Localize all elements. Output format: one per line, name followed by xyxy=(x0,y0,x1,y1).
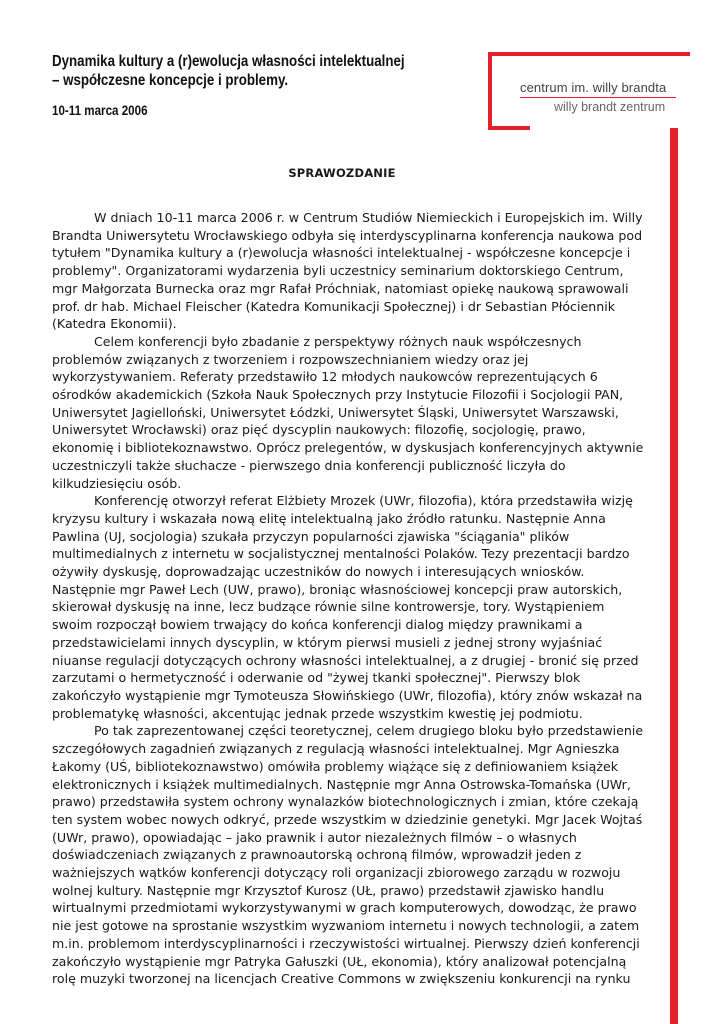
text-line: nie jest gotowe na sprostanie wszystkim wyzwaniom internetu i nowych technologii, a zatem xyxy=(52,918,640,934)
text-line: problematykę własności, akcentując jednak przede wszystkim kwestię jej podmiotu. xyxy=(52,705,583,721)
text-line: przedstawicielami innych dyscyplin, w którym pierwsi musieli z jednej strony wyjaśniać xyxy=(52,634,603,650)
text-line: problemów związanych z tworzeniem i rozpowszechnianiem wiedzy oraz jej xyxy=(52,351,529,367)
text-line: kryzysu kultury i wskazała nową elitę intelektualną jako źródło ratunku. Następnie Anna xyxy=(52,510,606,526)
text-line: rolę muzyki tworzonej na licencjach Creative Commons w zwiększeniu konkurencji na rynku xyxy=(52,971,631,987)
centrum-logo xyxy=(488,52,688,142)
text-line: zarzutami o hermetyczność i oderwanie od "żywej tkanki społecznej". Pierwszy blok xyxy=(52,670,581,686)
conference-title-line-2: – współczesne koncepcje i problemy. xyxy=(52,72,289,89)
text-line: ośrodków akademickich (Szkoła Nauk Społecznych przy Instytucie Filozofii i Socjologii PAN, xyxy=(52,387,624,403)
text-line: Pawlina (UJ, socjologia) szukała przyczyn popularności zjawiska "ściągania" plików xyxy=(52,528,570,544)
logo-frame-bottom xyxy=(488,126,530,130)
text-line: zakończyło wystąpienie mgr Tymoteusza Słowińskiego (UWr, filozofia), który znów wskazał na xyxy=(52,687,643,703)
text-line: wolnej kultury. Następnie mgr Krzysztof Kurosz (UŁ, prawo) przedstawił zjawisko handlu xyxy=(52,882,605,898)
conference-date: 10-11 marca 2006 xyxy=(52,103,148,118)
text-line: Konferencję otworzył referat Elżbiety Mrozek (UWr, filozofia), która przedstawiła wizję xyxy=(94,493,633,509)
text-line: Uniwersytet Wrocławski) oraz pięć dyscyplin naukowych: filozofię, socjologię, prawo, xyxy=(52,422,586,438)
logo-frame-left xyxy=(488,52,492,130)
text-line: tytułem "Dynamika kultury a (r)ewolucja własności intelektualnej - współczesne koncepcje i xyxy=(52,245,631,261)
text-line: mgr Małgorzata Burnecka oraz mgr Rafał Próchniak, natomiast opiekę naukową sprawowali xyxy=(52,280,629,296)
text-line: Uniwersytet Jagielloński, Uniwersytet Łódzki, Uniwersytet Śląski, Uniwersytet Warszawski, xyxy=(52,404,619,420)
text-line: niuanse regulacji dotyczących ochrony własności intelektualnej, a z drugiej - bronić się przed xyxy=(52,652,639,668)
text-line: Łakomy (UŚ, bibliotekoznawstwo) omówiła problemy wiążące się z definiowaniem książek xyxy=(52,758,619,774)
text-line: uczestniczyli także słuchacze - pierwszego dnia konferencji publiczność liczyła do xyxy=(52,457,566,473)
text-line: (UWr, prawo), opowiadając – jako prawnik i autor niezależnych filmów – o własnych xyxy=(52,829,577,845)
text-line: elektronicznych i książek multimedialnych. Następnie mgr Anna Ostrowska-Tomańska (UWr, xyxy=(52,776,631,792)
text-line: Brandta Uniwersytetu Wrocławskiego odbyła się interdyscyplinarna konferencja naukowa pod xyxy=(52,227,643,243)
text-line: m.in. problemom interdyscyplinarności i rzeczywistości wirtualnej. Pierwszy dzień konferencji xyxy=(52,935,640,951)
text-line: Następnie mgr Paweł Lech (UW, prawo), broniąc własnościowej koncepcji praw autorskich, xyxy=(52,581,623,597)
text-line: ożywiły dyskusję, doprowadzając uczestników do nowych i interesujących wniosków. xyxy=(52,564,585,580)
text-line: Celem konferencji było zbadanie z perspektywy różnych nauk współczesnych xyxy=(94,333,582,349)
text-line: prof. dr hab. Michael Fleischer (Katedra Komunikacji Społecznej) i dr Sebastian Płóciennik xyxy=(52,298,615,314)
text-line: ten system wobec nowych odkryć, przede wszystkim w dziedzinie genetyki. Mgr Jacek Wojtaś xyxy=(52,811,643,827)
logo-main-text: centrum im. willy brandta xyxy=(520,80,667,95)
text-line: wirtualnymi przedmiotami wykorzystywanymi w grach komputerowych, dowodząc, że prawo xyxy=(52,900,637,916)
text-line: ważniejszych wątków konferencji dotyczący roli organizacji zbiorowego zarządu w rozwoju xyxy=(52,865,621,881)
text-line: multimedialnych z internetu w socjalistycznej mentalności Polaków. Tezy prezentacji bardzo xyxy=(52,546,630,562)
logo-frame-top xyxy=(488,52,690,56)
conference-title-line-1: Dynamika kultury a (r)ewolucja własności intelektualnej xyxy=(52,53,405,70)
logo-sub-text: willy brandt zentrum xyxy=(554,100,666,114)
text-line: (Katedra Ekonomii). xyxy=(52,316,177,332)
text-line: prawo) przedstawiła system ochrony wynalazków biotechnologicznych i zmian, które czekają xyxy=(52,794,639,810)
text-line: zakończyło wystąpienie mgr Patryka Gałuszki (UŁ, ekonomia), który analizował potencjalną xyxy=(52,953,627,969)
report-body xyxy=(52,209,646,988)
logo-divider xyxy=(520,97,676,98)
red-side-bar xyxy=(670,128,678,1024)
text-line: problemy". Organizatorami wydarzenia byli uczestnicy seminarium doktorskiego Centrum, xyxy=(52,263,624,279)
text-line: szczegółowych zagadnień związanych z regulacją własności intelektualnej. Mgr Agnieszka xyxy=(52,741,620,757)
text-line: skierował dyskusję na inne, lecz budzące równie silne kontrowersje, tory. Wystąpieniem xyxy=(52,599,605,615)
conference-title xyxy=(52,52,405,90)
text-line: ekonomię i bibliotekoznawstwo. Oprócz prelegentów, w dyskusjach konferencyjnych aktywnie xyxy=(52,440,644,456)
text-line: W dniach 10-11 marca 2006 r. w Centrum Studiów Niemieckich i Europejskich im. Willy xyxy=(94,210,643,225)
text-line: wykorzystywaniem. Referaty przedstawiło 12 młodych naukowców reprezentujących 6 xyxy=(52,369,598,385)
text-line: kilkudziesięciu osób. xyxy=(52,475,182,491)
text-line: swoim rozpoczął bowiem trwający do końca konferencji dialog między prawnikami a xyxy=(52,617,583,633)
report-heading: SPRAWOZDANIE xyxy=(288,166,396,180)
text-line: doświadczeniach związanych z prawnoautorską ochroną filmów, wprowadził jeden z xyxy=(52,847,582,863)
text-line: Po tak zaprezentowanej części teoretycznej, celem drugiego bloku było przedstawienie xyxy=(94,723,644,739)
